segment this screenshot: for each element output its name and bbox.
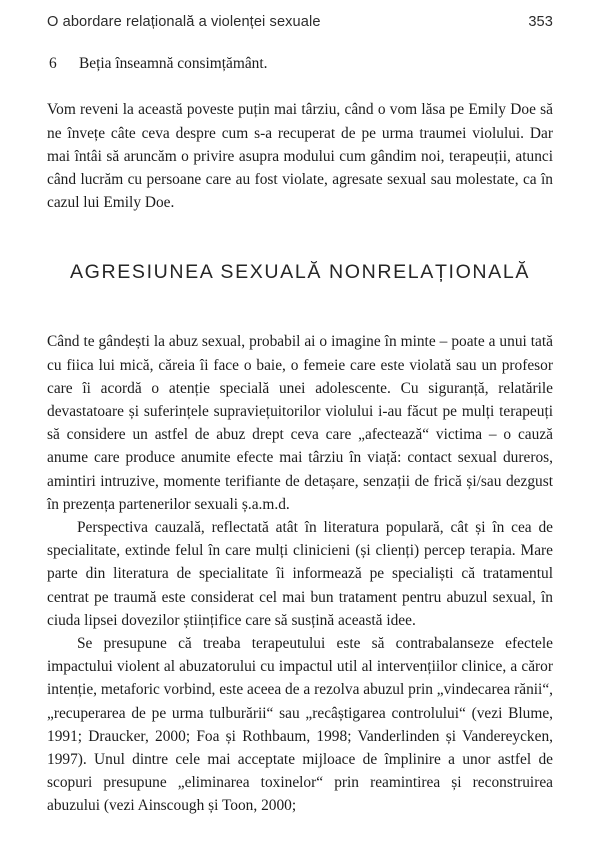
list-item-text: Beția înseamnă consimțământ. [79, 55, 268, 72]
body-text-column [47, 52, 553, 818]
page-number: 353 [528, 14, 553, 30]
spacer-before-section-title [47, 214, 553, 260]
spacer-after-list [47, 75, 553, 98]
paragraph-3: Perspectiva cauzală, reflectată atât în literatura populară, cât și în cea de specialitate, extinde felul în care mulți clinicieni (și clienți) percep terapia. Mare parte din literatura de specialitate îi informează pe specialiști că tratamentul centrat pe traumă este considerat cel mai bun tratament pentru abuzul sexual, în ciuda lipsei dovezilor științifice care să susțină această idee. [47, 519, 553, 629]
running-head-title: O abordare relațională a violenței sexuale [47, 14, 321, 30]
numbered-list-item [47, 52, 553, 75]
paragraph-2: Când te gândești la abuz sexual, probabil ai o imagine în minte – poate a unui tată cu fiica lui mică, căreia îi face o baie, o femeie care este violată sau un profesor care îi acordă o atenție specială unei adolescente. Cu siguranță, relatările devastatoare și suferințele supraviețuitorilor violului i-au făcut pe mulți terapeuți să considere un astfel de abuz drept ceva care „afectează“ victima – o cauză anume care produce anumite efecte mai târziu în viață: contact sexual dureros, amintiri intruzive, momente terifiante de detașare, senzații de frică și/sau dezgust în prezența partenerilor sexuali ș.a.m.d. [47, 333, 553, 513]
running-head [47, 14, 553, 36]
list-item-number: 6 [49, 55, 57, 72]
section-heading: AGRESIUNEA SEXUALĂ NONRELAȚIONALĂ [69, 260, 531, 283]
paragraph-4: Se presupune că treaba terapeutului este să contrabalanseze efectele impactului violent al abuzatorului cu impactul util al intervențiilor clinice, a căror intenție, metaforic vorbind, este aceea de a rezolva abuzul prin „vindecarea rănii“, „recuperarea de pe urma tulburării“ sau „recâștigarea controlului“ (vezi Blume, 1991; Draucker, 2000; Foa și Rothbaum, 1998; Vanderlinden și Vandereycken, 1997). Unul dintre cele mai acceptate mijloace de împlinire a unor astfel de scopuri presupune „eliminarea toxinelor“ prin reamintirea și reconstruirea abuzului (vezi Ainscough și Toon, 2000; [47, 635, 553, 815]
paragraph-1: Vom reveni la această poveste puțin mai târziu, când o vom lăsa pe Emily Doe să ne învețe câte ceva despre cum s-a recuperat de pe urma traumei violului. Dar mai întâi să aruncăm o privire asupra modului cum gândim noi, terapeuții, atunci când lucrăm cu persoane care au fost violate, agresate sexual sau molestate, ca în cazul lui Emily Doe. [47, 101, 553, 212]
spacer-after-section-title [47, 284, 553, 330]
